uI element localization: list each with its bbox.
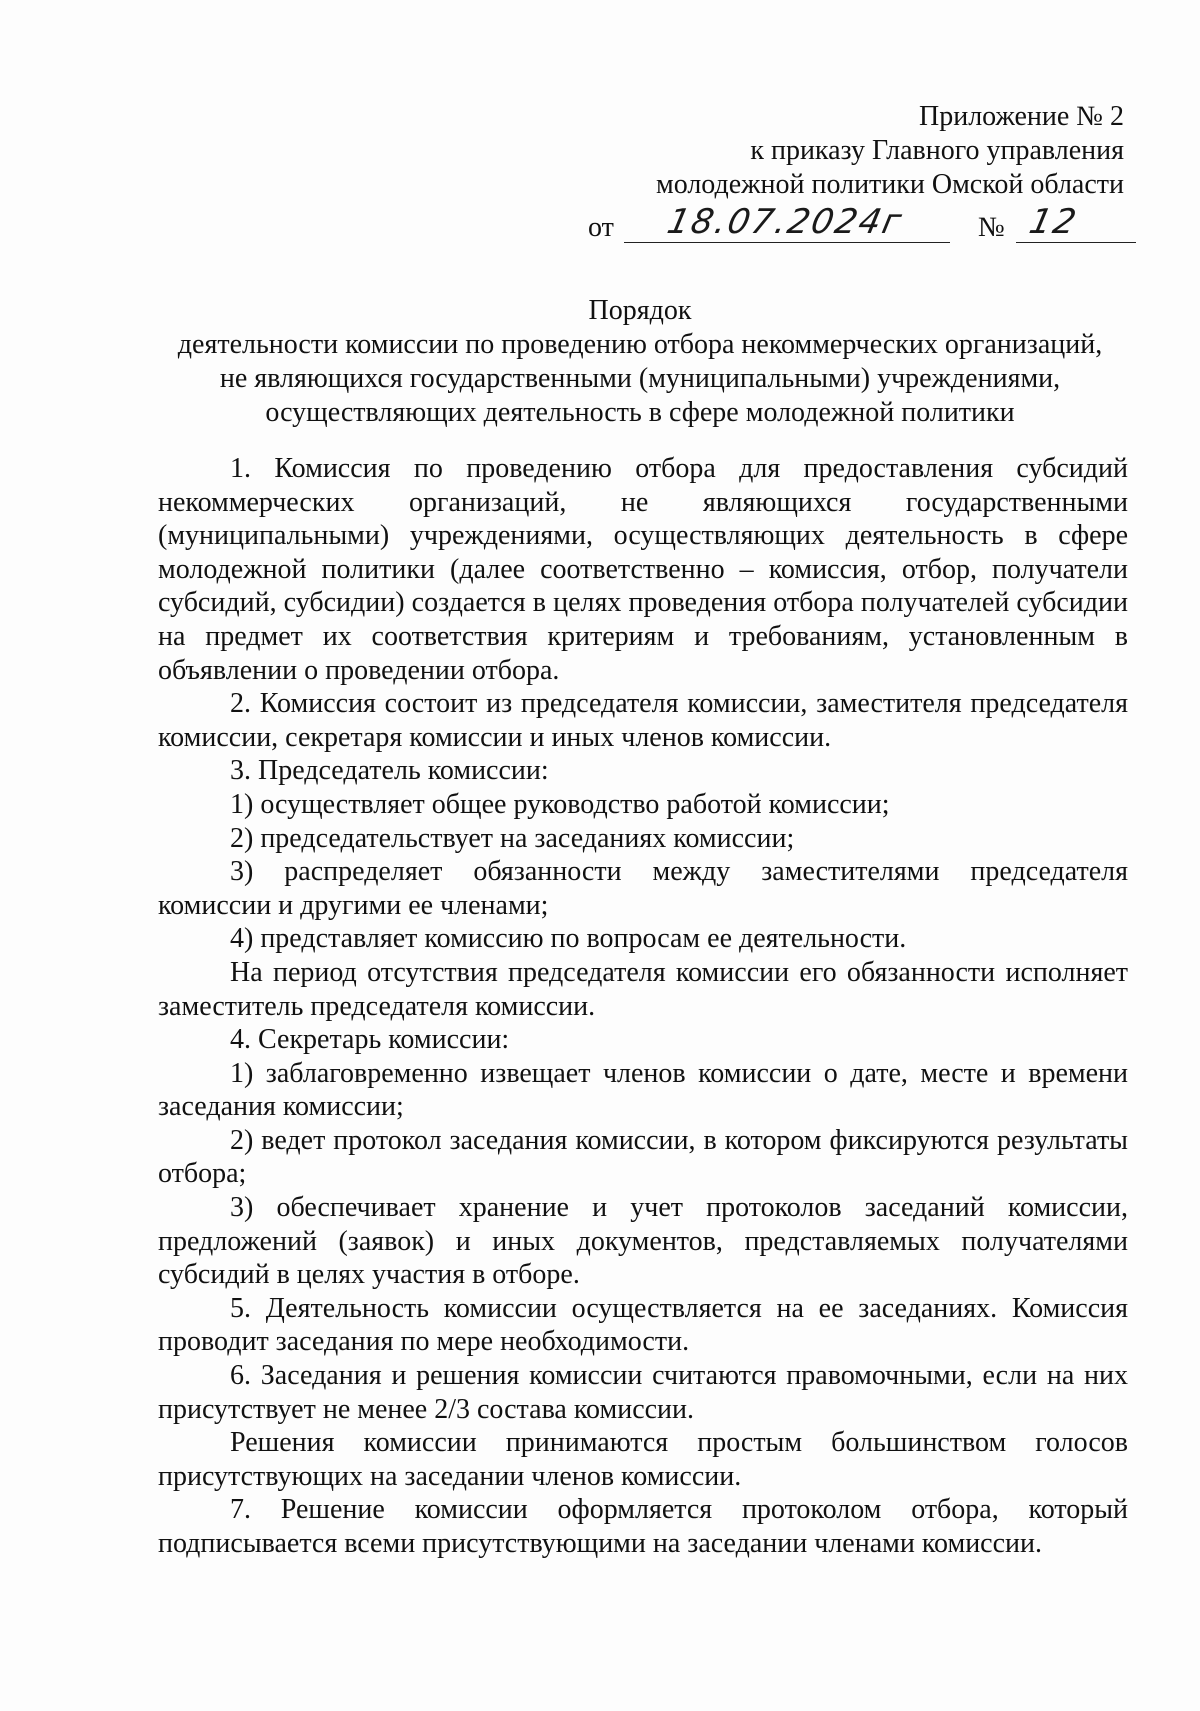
paragraph: 3) распределяет обязанности между заместителями председателя комиссии и другими ее членами; bbox=[158, 856, 1128, 921]
paragraph: 1) осуществляет общее руководство работой комиссии; bbox=[230, 788, 890, 820]
appendix-line-2: к приказу Главного управления bbox=[750, 135, 1124, 166]
paragraph: Решения комиссии принимаются простым большинством голосов присутствующих на заседании членов комиссии. bbox=[158, 1427, 1128, 1492]
paragraph: 3. Председатель комиссии: bbox=[230, 755, 549, 787]
date-prefix: от bbox=[588, 212, 614, 243]
paragraph: 1. Комиссия по проведению отбора для предоставления субсидий некоммерческих организаций, не являющихся государственными (муниципальными) учреждениями, осуществляющих деятельность в сфере молодежной политики (далее соответственно – комиссия, отбор, получатели субсидий, субсидии) создается в целях проведения отбора получателей субсидии на предмет их соответствия критериям и требованиям, установленным в объявлении о проведении отбора. bbox=[158, 453, 1128, 686]
document-body bbox=[158, 452, 1128, 1561]
handwritten-number: 12 bbox=[1025, 202, 1082, 242]
appendix-line-1: Приложение № 2 bbox=[919, 101, 1124, 132]
appendix-header bbox=[656, 100, 1124, 202]
paragraph: 2) председательствует на заседаниях комиссии; bbox=[230, 822, 795, 854]
title-line-2: деятельности комиссии по проведению отбора некоммерческих организаций, bbox=[177, 329, 1103, 360]
handwritten-date: 18.07.2024г bbox=[663, 202, 907, 242]
title-line-3: не являющихся государственными (муниципальными) учреждениями, bbox=[219, 363, 1061, 394]
title-line-4: осуществляющих деятельность в сфере молодежной политики bbox=[265, 397, 1015, 428]
appendix-line-3: молодежной политики Омской области bbox=[655, 169, 1124, 200]
paragraph: 3) обеспечивает хранение и учет протоколов заседаний комиссии, предложений (заявок) и иных документов, представляемых получателями субсидий в целях участия в отборе. bbox=[158, 1192, 1128, 1291]
paragraph: 2. Комиссия состоит из председателя комиссии, заместителя председателя комиссии, секретаря комиссии и иных членов комиссии. bbox=[158, 688, 1128, 753]
document-title bbox=[150, 294, 1130, 430]
number-field bbox=[1016, 198, 1136, 243]
paragraph: 1) заблаговременно извещает членов комиссии о дате, месте и времени заседания комиссии; bbox=[158, 1057, 1128, 1123]
paragraph: 2) ведет протокол заседания комиссии, в котором фиксируются результаты отбора; bbox=[158, 1124, 1128, 1190]
paragraph: 5. Деятельность комиссии осуществляется на ее заседаниях. Комиссия проводит заседания по мере необходимости. bbox=[158, 1292, 1128, 1358]
date-field bbox=[624, 198, 950, 243]
paragraph: 4) представляет комиссию по вопросам ее деятельности. bbox=[230, 923, 907, 955]
paragraph: 7. Решение комиссии оформляется протоколом отбора, который подписывается всеми присутствующими на заседании членами комиссии. bbox=[158, 1494, 1128, 1559]
number-label: № bbox=[978, 212, 1005, 243]
paragraph: 4. Секретарь комиссии: bbox=[230, 1024, 510, 1056]
title-line-1: Порядок bbox=[588, 295, 692, 326]
paragraph: На период отсутствия председателя комиссии его обязанности исполняет заместитель председателя комиссии. bbox=[158, 956, 1128, 1022]
order-date-line bbox=[588, 198, 1136, 248]
paragraph: 6. Заседания и решения комиссии считаются правомочными, если на них присутствует не менее 2/3 состава комиссии. bbox=[158, 1360, 1128, 1425]
